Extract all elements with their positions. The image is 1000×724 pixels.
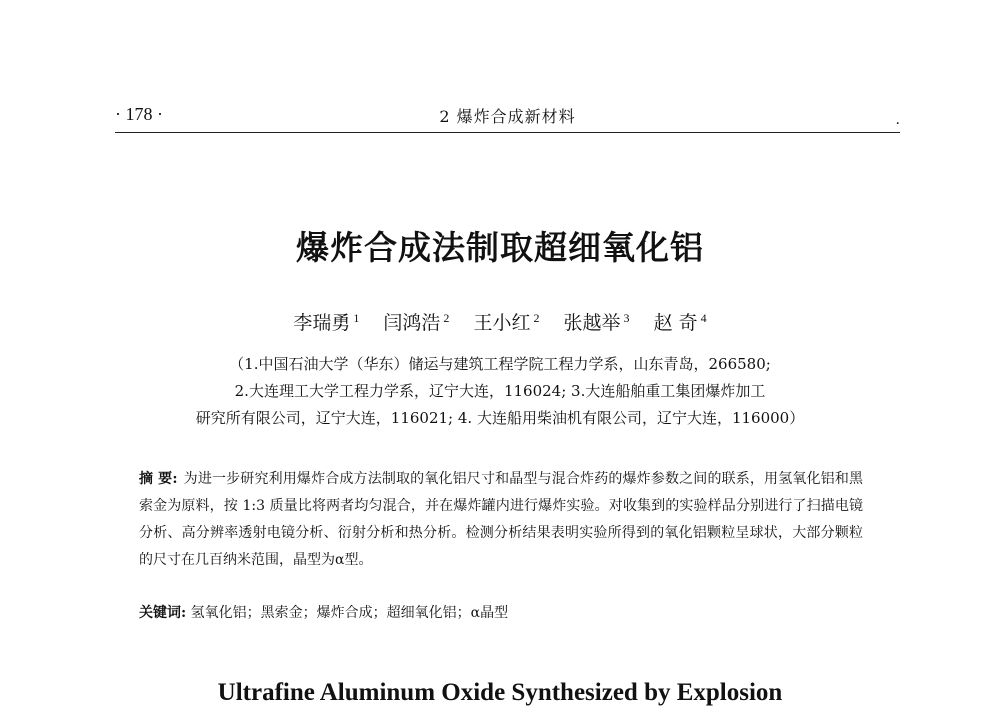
author-affil-mark: 3 xyxy=(623,310,630,325)
affiliation-line: （1.中国石油大学（华东）储运与建筑工程学院工程力学系，山东青岛，266580; xyxy=(229,355,771,373)
author xyxy=(293,312,359,334)
author xyxy=(473,312,539,334)
author xyxy=(654,312,707,334)
author-list xyxy=(0,308,1000,335)
affiliation-line: 研究所有限公司，辽宁大连，116021; 4. 大连船用柴油机有限公司，辽宁大连，116000） xyxy=(195,409,805,427)
affiliation-line: 2.大连理工大学工程力学系，辽宁大连，116024; 3.大连船舶重工集团爆炸加工 xyxy=(234,382,766,400)
abstract-text: 为进一步研究利用爆炸合成方法制取的氧化铝尺寸和晶型与混合炸药的爆炸参数之间的联系，用氢氧化铝和黑索金为原料，按 1:3 质量比将两者均匀混合，并在爆炸罐内进行爆炸实验。对收集到的实验样品分别进行了扫描电镜分析、高分辨率透射电镜分析、衍射分析和热分析。检测分析结果表明实验所得到的氧化铝颗粒呈球状，大部分颗粒的尺寸在几百纳米范围，晶型为α型。 xyxy=(139,471,863,568)
header-mark: . xyxy=(895,112,900,128)
english-title: Ultrafine Aluminum Oxide Synthesized by Explosion xyxy=(217,679,783,706)
author-affil-mark: 2 xyxy=(443,310,450,325)
abstract-label: 摘 要: xyxy=(139,471,178,487)
paper-title: 爆炸合成法制取超细氧化铝 xyxy=(296,228,704,267)
keywords xyxy=(139,602,863,622)
author-affil-mark: 1 xyxy=(353,310,360,325)
author-affil-mark: 2 xyxy=(533,310,540,325)
page-number: · 178 · xyxy=(115,104,163,124)
author xyxy=(564,312,630,334)
author xyxy=(383,312,449,334)
running-head: 2 爆炸合成新材料 xyxy=(439,107,576,126)
abstract xyxy=(139,466,863,574)
page-header xyxy=(115,96,900,133)
keywords-label: 关键词: xyxy=(139,605,187,621)
author-affil-mark: 4 xyxy=(700,310,707,325)
author-name: 李瑞勇 xyxy=(293,312,351,334)
keywords-text: 氢氧化铝；黑索金；爆炸合成；超细氧化铝；α晶型 xyxy=(190,605,509,621)
author-name: 赵 奇 xyxy=(653,312,698,334)
author-name: 闫鸿浩 xyxy=(383,312,441,334)
author-name: 张越举 xyxy=(563,312,621,334)
author-name: 王小红 xyxy=(473,312,531,334)
